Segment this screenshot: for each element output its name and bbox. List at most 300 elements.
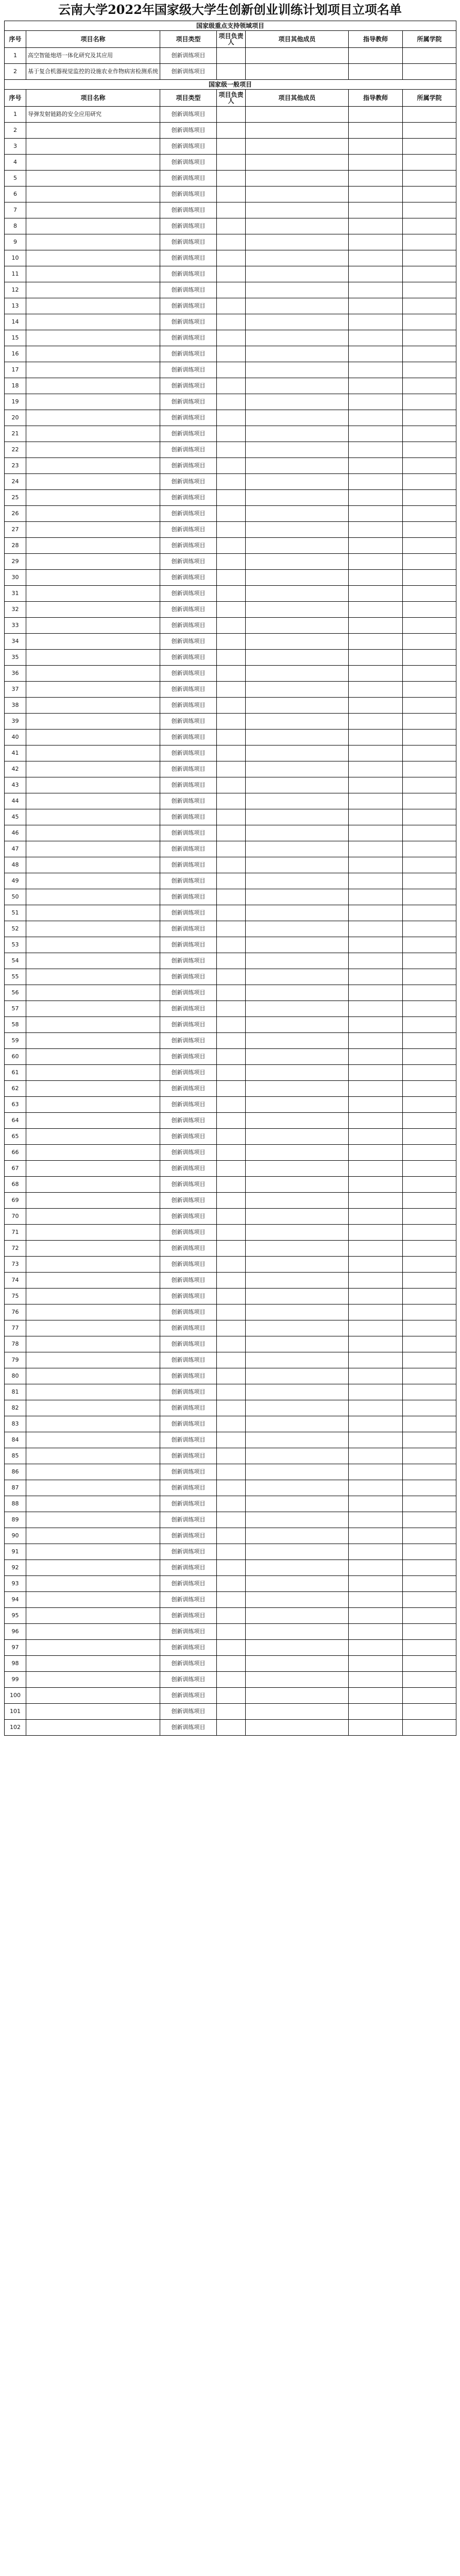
- table-row: [5, 1257, 456, 1273]
- cell-project-type: 创新训练项目: [160, 793, 217, 809]
- cell-no: 25: [5, 490, 26, 506]
- cell-leader: [217, 714, 246, 730]
- cell-no: 68: [5, 1177, 26, 1193]
- cell-college: [403, 698, 456, 714]
- cell-leader: [217, 218, 246, 234]
- cell-leader: [217, 282, 246, 298]
- cell-project-name: [26, 1017, 160, 1033]
- cell-members: [246, 202, 349, 218]
- cell-members: [246, 474, 349, 490]
- cell-advisor: [349, 1033, 403, 1049]
- cell-no: 96: [5, 1624, 26, 1640]
- cell-college: [403, 48, 456, 64]
- cell-college: [403, 139, 456, 155]
- cell-project-name: 导弹发射链路的安全应用研究: [26, 107, 160, 123]
- table-row: [5, 64, 456, 80]
- cell-project-name: [26, 618, 160, 634]
- table-row: [5, 1161, 456, 1177]
- cell-no: 48: [5, 857, 26, 873]
- cell-advisor: [349, 538, 403, 554]
- cell-members: [246, 1672, 349, 1688]
- cell-leader: [217, 187, 246, 202]
- cell-no: 9: [5, 234, 26, 250]
- cell-college: [403, 889, 456, 905]
- cell-project-name: [26, 1400, 160, 1416]
- cell-leader: [217, 474, 246, 490]
- cell-project-type: 创新训练项目: [160, 1177, 217, 1193]
- cell-members: [246, 698, 349, 714]
- cell-college: [403, 730, 456, 745]
- cell-leader: [217, 1544, 246, 1560]
- cell-members: [246, 282, 349, 298]
- cell-project-name: [26, 1257, 160, 1273]
- cell-college: [403, 1704, 456, 1720]
- cell-advisor: [349, 1289, 403, 1304]
- cell-leader: [217, 889, 246, 905]
- cell-advisor: [349, 1448, 403, 1464]
- cell-project-name: [26, 1081, 160, 1097]
- cell-project-type: 创新训练项目: [160, 1672, 217, 1688]
- cell-project-type: 创新训练项目: [160, 953, 217, 969]
- cell-project-type: 创新训练项目: [160, 442, 217, 458]
- cell-leader: [217, 1480, 246, 1496]
- cell-project-type: 创新训练项目: [160, 282, 217, 298]
- cell-project-name: [26, 1049, 160, 1065]
- cell-college: [403, 1273, 456, 1289]
- cell-advisor: [349, 1416, 403, 1432]
- cell-leader: [217, 873, 246, 889]
- cell-project-type: 创新训练项目: [160, 1352, 217, 1368]
- cell-leader: [217, 1209, 246, 1225]
- column-header-type: 项目类型: [160, 90, 217, 107]
- cell-advisor: [349, 1145, 403, 1161]
- cell-college: [403, 618, 456, 634]
- cell-no: 71: [5, 1225, 26, 1241]
- cell-leader: [217, 1289, 246, 1304]
- cell-advisor: [349, 1049, 403, 1065]
- table-row: [5, 1097, 456, 1113]
- cell-project-name: [26, 506, 160, 522]
- cell-project-name: [26, 1560, 160, 1576]
- cell-members: [246, 187, 349, 202]
- table-row: [5, 139, 456, 155]
- cell-members: [246, 1289, 349, 1304]
- cell-advisor: [349, 634, 403, 650]
- cell-no: 57: [5, 1001, 26, 1017]
- cell-leader: [217, 1113, 246, 1129]
- cell-members: [246, 905, 349, 921]
- table-row: [5, 410, 456, 426]
- cell-project-type: 创新训练项目: [160, 841, 217, 857]
- cell-advisor: [349, 761, 403, 777]
- cell-project-name: [26, 809, 160, 825]
- cell-leader: [217, 1001, 246, 1017]
- cell-leader: [217, 410, 246, 426]
- cell-project-type: 创新训练项目: [160, 1336, 217, 1352]
- cell-project-name: [26, 1432, 160, 1448]
- cell-project-name: [26, 1624, 160, 1640]
- table-row: [5, 123, 456, 139]
- table-row: [5, 1001, 456, 1017]
- cell-college: [403, 1161, 456, 1177]
- cell-project-name: [26, 1688, 160, 1704]
- column-header-name: 项目名称: [26, 90, 160, 107]
- column-header-leader: 项目负责人: [217, 90, 246, 107]
- cell-leader: [217, 346, 246, 362]
- cell-advisor: [349, 458, 403, 474]
- cell-advisor: [349, 1704, 403, 1720]
- table-row: [5, 1289, 456, 1304]
- cell-leader: [217, 1161, 246, 1177]
- table-row: [5, 1193, 456, 1209]
- cell-project-type: 创新训练项目: [160, 825, 217, 841]
- cell-members: [246, 1001, 349, 1017]
- cell-college: [403, 1496, 456, 1512]
- cell-no: 33: [5, 618, 26, 634]
- column-header-members: 项目其他成员: [246, 90, 349, 107]
- cell-no: 31: [5, 586, 26, 602]
- cell-project-name: [26, 522, 160, 538]
- cell-college: [403, 250, 456, 266]
- cell-project-type: 创新训练项目: [160, 1161, 217, 1177]
- table-row: [5, 905, 456, 921]
- cell-members: [246, 921, 349, 937]
- cell-project-name: [26, 1544, 160, 1560]
- column-header-advisor: 指导教师: [349, 31, 403, 48]
- table-row: [5, 1304, 456, 1320]
- cell-project-name: [26, 282, 160, 298]
- table-row: [5, 202, 456, 218]
- table-row: [5, 602, 456, 618]
- cell-leader: [217, 969, 246, 985]
- cell-college: [403, 346, 456, 362]
- cell-no: 14: [5, 314, 26, 330]
- cell-project-type: 创新训练项目: [160, 1576, 217, 1592]
- cell-advisor: [349, 889, 403, 905]
- cell-members: [246, 234, 349, 250]
- cell-college: [403, 1384, 456, 1400]
- cell-project-name: [26, 1704, 160, 1720]
- cell-no: 29: [5, 554, 26, 570]
- cell-members: [246, 1273, 349, 1289]
- cell-leader: [217, 266, 246, 282]
- cell-college: [403, 761, 456, 777]
- cell-leader: [217, 250, 246, 266]
- cell-members: [246, 937, 349, 953]
- cell-leader: [217, 905, 246, 921]
- cell-project-type: 创新训练项目: [160, 1081, 217, 1097]
- cell-project-type: 创新训练项目: [160, 48, 217, 64]
- cell-advisor: [349, 1400, 403, 1416]
- cell-college: [403, 586, 456, 602]
- cell-college: [403, 1289, 456, 1304]
- cell-project-type: 创新训练项目: [160, 1656, 217, 1672]
- table-row: [5, 777, 456, 793]
- cell-members: [246, 538, 349, 554]
- cell-project-type: 创新训练项目: [160, 1033, 217, 1049]
- cell-no: 89: [5, 1512, 26, 1528]
- cell-no: 15: [5, 330, 26, 346]
- cell-project-name: [26, 1608, 160, 1624]
- table-row: [5, 1273, 456, 1289]
- table-row: [5, 1113, 456, 1129]
- table-row: [5, 1177, 456, 1193]
- cell-members: [246, 506, 349, 522]
- cell-project-type: 创新训练项目: [160, 1289, 217, 1304]
- cell-no: 62: [5, 1081, 26, 1097]
- cell-members: [246, 1209, 349, 1225]
- cell-college: [403, 1592, 456, 1608]
- cell-project-type: 创新训练项目: [160, 714, 217, 730]
- cell-leader: [217, 777, 246, 793]
- cell-leader: [217, 1512, 246, 1528]
- cell-advisor: [349, 202, 403, 218]
- cell-leader: [217, 761, 246, 777]
- cell-leader: [217, 698, 246, 714]
- cell-project-type: 创新训练项目: [160, 1145, 217, 1161]
- cell-project-name: [26, 378, 160, 394]
- table-row: [5, 634, 456, 650]
- cell-college: [403, 1512, 456, 1528]
- table-row: [5, 714, 456, 730]
- cell-project-name: [26, 586, 160, 602]
- cell-leader: [217, 1065, 246, 1081]
- cell-college: [403, 426, 456, 442]
- cell-advisor: [349, 1464, 403, 1480]
- column-header-row: [5, 31, 456, 48]
- cell-leader: [217, 1145, 246, 1161]
- table-row: [5, 1017, 456, 1033]
- cell-leader: [217, 1017, 246, 1033]
- cell-advisor: [349, 586, 403, 602]
- cell-project-name: [26, 1145, 160, 1161]
- table-row: [5, 1033, 456, 1049]
- cell-members: [246, 777, 349, 793]
- cell-college: [403, 490, 456, 506]
- cell-leader: [217, 1097, 246, 1113]
- cell-college: [403, 1017, 456, 1033]
- table-row: [5, 1416, 456, 1432]
- table-row: [5, 618, 456, 634]
- table-row: [5, 1352, 456, 1368]
- column-header-type: 项目类型: [160, 31, 217, 48]
- cell-members: [246, 1033, 349, 1049]
- cell-project-type: 创新训练项目: [160, 1257, 217, 1273]
- cell-project-name: [26, 474, 160, 490]
- cell-no: 45: [5, 809, 26, 825]
- cell-leader: [217, 1432, 246, 1448]
- cell-project-name: [26, 394, 160, 410]
- cell-advisor: [349, 474, 403, 490]
- cell-project-name: [26, 171, 160, 187]
- table-row: [5, 809, 456, 825]
- cell-project-type: 创新训练项目: [160, 1432, 217, 1448]
- table-row: [5, 857, 456, 873]
- cell-no: 95: [5, 1608, 26, 1624]
- cell-no: 4: [5, 155, 26, 171]
- cell-no: 93: [5, 1576, 26, 1592]
- cell-project-type: 创新训练项目: [160, 1241, 217, 1257]
- cell-project-name: [26, 745, 160, 761]
- cell-project-name: 基于复合机器视觉监控的设施农业作物病害检测系统: [26, 64, 160, 80]
- cell-members: [246, 1193, 349, 1209]
- cell-advisor: [349, 1001, 403, 1017]
- cell-advisor: [349, 298, 403, 314]
- table-row: [5, 1448, 456, 1464]
- cell-advisor: [349, 1273, 403, 1289]
- cell-college: [403, 1416, 456, 1432]
- cell-project-type: 创新训练项目: [160, 1320, 217, 1336]
- cell-leader: [217, 1720, 246, 1736]
- table-row: [5, 314, 456, 330]
- cell-leader: [217, 1640, 246, 1656]
- cell-advisor: [349, 218, 403, 234]
- cell-leader: [217, 1081, 246, 1097]
- table-row: [5, 873, 456, 889]
- cell-no: 36: [5, 666, 26, 682]
- cell-members: [246, 1177, 349, 1193]
- cell-members: [246, 1656, 349, 1672]
- cell-leader: [217, 1193, 246, 1209]
- table-row: [5, 1432, 456, 1448]
- cell-advisor: [349, 857, 403, 873]
- cell-leader: [217, 570, 246, 586]
- cell-project-name: [26, 602, 160, 618]
- table-row: [5, 1065, 456, 1081]
- cell-project-type: 创新训练项目: [160, 666, 217, 682]
- cell-advisor: [349, 362, 403, 378]
- cell-members: [246, 1017, 349, 1033]
- cell-project-name: [26, 1512, 160, 1528]
- cell-members: [246, 155, 349, 171]
- cell-advisor: [349, 1720, 403, 1736]
- cell-project-name: [26, 985, 160, 1001]
- cell-project-name: [26, 330, 160, 346]
- table-row: [5, 841, 456, 857]
- cell-project-name: [26, 298, 160, 314]
- table-row: [5, 1592, 456, 1608]
- cell-project-name: [26, 1496, 160, 1512]
- cell-no: 37: [5, 682, 26, 698]
- cell-members: [246, 1448, 349, 1464]
- cell-members: [246, 1432, 349, 1448]
- cell-leader: [217, 841, 246, 857]
- table-row: [5, 1225, 456, 1241]
- cell-members: [246, 1129, 349, 1145]
- cell-college: [403, 378, 456, 394]
- cell-advisor: [349, 1432, 403, 1448]
- cell-project-type: 创新训练项目: [160, 1544, 217, 1560]
- cell-advisor: [349, 346, 403, 362]
- cell-project-name: [26, 458, 160, 474]
- table-row: [5, 458, 456, 474]
- cell-no: 35: [5, 650, 26, 666]
- cell-members: [246, 1416, 349, 1432]
- cell-project-type: 创新训练项目: [160, 522, 217, 538]
- cell-members: [246, 1464, 349, 1480]
- cell-advisor: [349, 793, 403, 809]
- cell-project-type: 创新训练项目: [160, 634, 217, 650]
- cell-project-type: 创新训练项目: [160, 618, 217, 634]
- cell-no: 78: [5, 1336, 26, 1352]
- cell-project-type: 创新训练项目: [160, 330, 217, 346]
- cell-college: [403, 1081, 456, 1097]
- cell-college: [403, 1672, 456, 1688]
- cell-college: [403, 745, 456, 761]
- cell-leader: [217, 554, 246, 570]
- table-row: [5, 1049, 456, 1065]
- cell-no: 60: [5, 1049, 26, 1065]
- cell-no: 10: [5, 250, 26, 266]
- cell-project-type: 创新训练项目: [160, 410, 217, 426]
- table-row: [5, 1209, 456, 1225]
- cell-no: 102: [5, 1720, 26, 1736]
- cell-members: [246, 458, 349, 474]
- cell-project-name: [26, 490, 160, 506]
- cell-members: [246, 730, 349, 745]
- cell-advisor: [349, 282, 403, 298]
- section-label: 国家级重点支持领域项目: [5, 21, 456, 31]
- cell-project-name: [26, 155, 160, 171]
- cell-project-type: 创新训练项目: [160, 1608, 217, 1624]
- cell-project-type: 创新训练项目: [160, 1113, 217, 1129]
- table-row: [5, 554, 456, 570]
- cell-advisor: [349, 650, 403, 666]
- cell-project-name: [26, 1576, 160, 1592]
- cell-college: [403, 1065, 456, 1081]
- table-row: [5, 1512, 456, 1528]
- cell-advisor: [349, 1384, 403, 1400]
- cell-no: 56: [5, 985, 26, 1001]
- cell-project-name: [26, 1336, 160, 1352]
- cell-leader: [217, 202, 246, 218]
- table-row: [5, 1704, 456, 1720]
- cell-college: [403, 841, 456, 857]
- cell-project-name: 高空智能炮塔一体化研究及其应用: [26, 48, 160, 64]
- cell-members: [246, 634, 349, 650]
- cell-leader: [217, 1352, 246, 1368]
- table-row: [5, 218, 456, 234]
- cell-advisor: [349, 426, 403, 442]
- cell-members: [246, 1592, 349, 1608]
- table-row: [5, 761, 456, 777]
- cell-advisor: [349, 1528, 403, 1544]
- cell-project-name: [26, 730, 160, 745]
- cell-project-name: [26, 538, 160, 554]
- cell-members: [246, 985, 349, 1001]
- cell-leader: [217, 1320, 246, 1336]
- cell-leader: [217, 682, 246, 698]
- cell-advisor: [349, 1480, 403, 1496]
- cell-project-name: [26, 1672, 160, 1688]
- cell-advisor: [349, 570, 403, 586]
- cell-advisor: [349, 682, 403, 698]
- cell-leader: [217, 426, 246, 442]
- cell-project-name: [26, 1640, 160, 1656]
- table-row: [5, 889, 456, 905]
- cell-no: 91: [5, 1544, 26, 1560]
- cell-leader: [217, 1496, 246, 1512]
- cell-leader: [217, 1033, 246, 1049]
- cell-advisor: [349, 841, 403, 857]
- cell-members: [246, 1496, 349, 1512]
- cell-members: [246, 809, 349, 825]
- cell-college: [403, 1544, 456, 1560]
- cell-members: [246, 570, 349, 586]
- cell-college: [403, 314, 456, 330]
- cell-advisor: [349, 330, 403, 346]
- cell-leader: [217, 666, 246, 682]
